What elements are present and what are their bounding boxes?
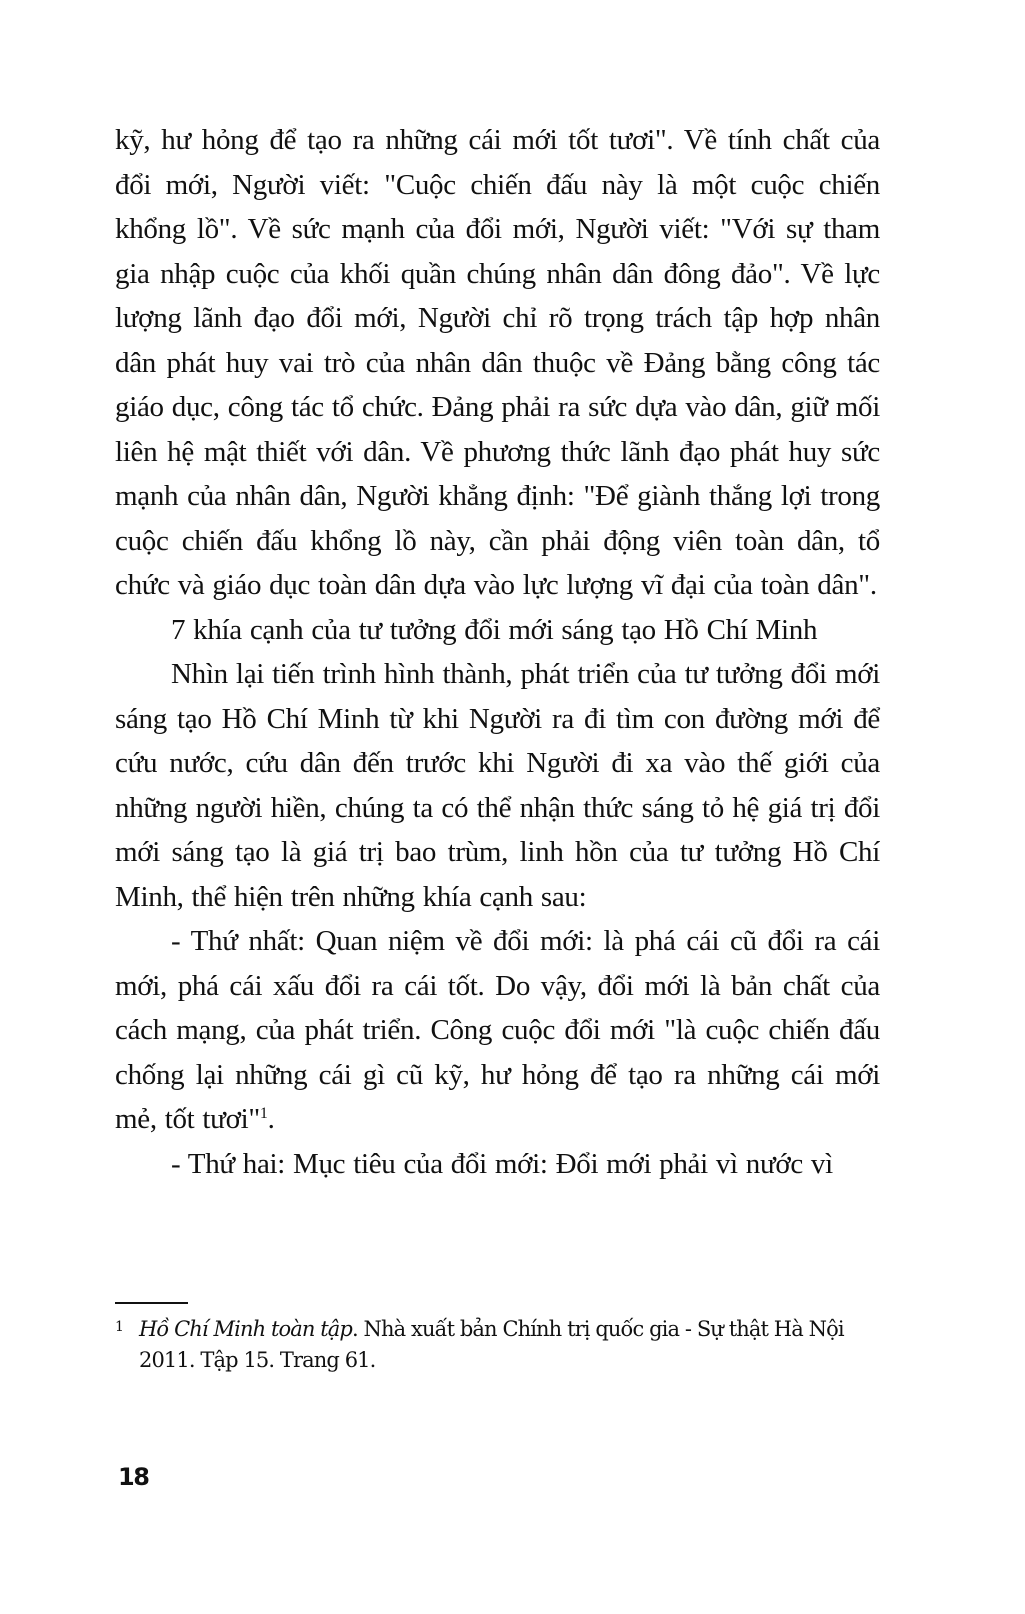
paragraph-end-punctuation: .: [267, 1103, 275, 1135]
paragraph-second-point: - Thứ hai: Mục tiêu của đổi mới: Đổi mới phải vì nước vì: [171, 1147, 833, 1180]
paragraph-text: - Thứ nhất: Quan niệm về đổi mới: là phá cái cũ đổi ra cái mới, phá cái xấu đổi ra cái tốt. Do vậy, đổi mới là bản chất của cách mạng, của phát triển. Công cuộc đổi mới "là cuộc chiến đấu chống lại những cái gì cũ kỹ, hư hỏng để tạo ra những cái mới mẻ, tốt tươi": [115, 925, 880, 1135]
footnote-reference[interactable]: 1: [259, 1105, 268, 1122]
footnote-separator: [115, 1302, 188, 1304]
footnote-number: 1: [115, 1319, 124, 1335]
paragraph: Nhìn lại tiến trình hình thành, phát triển của tư tưởng đổi mới sáng tạo Hồ Chí Minh từ khi Người ra đi tìm con đường mới để cứu nước, cứu dân đến trước khi Người đi xa vào thế giới của những người hiền, chúng ta có thể nhận thức sáng tỏ hệ giá trị đổi mới sáng tạo là giá trị bao trùm, linh hồn của tư tưởng Hồ Chí Minh, thể hiện trên những khía cạnh sau:: [115, 658, 880, 913]
footnote-source-title: Hồ Chí Minh toàn tập: [139, 1317, 352, 1341]
footnote: [115, 1314, 880, 1376]
page-number: 18: [118, 1463, 149, 1491]
paragraph: kỹ, hư hỏng để tạo ra những cái mới tốt tươi". Về tính chất của đổi mới, Người viết: "Cuộc chiến đấu này là một cuộc chiến khổng lồ". Về sức mạnh của đổi mới, Người viết: "Với sự tham gia nhập cuộc của khối quần chúng nhân dân đông đảo". Về lực lượng lãnh đạo đổi mới, Người chỉ rõ trọng trách tập hợp nhân dân phát huy vai trò của nhân dân thuộc về Đảng bằng công tác giáo dục, công tác tổ chức. Đảng phải ra sức dựa vào dân, giữ mối liên hệ mật thiết với dân. Về phương thức lãnh đạo phát huy sức mạnh của nhân dân, Người khẳng định: "Để giành thắng lợi trong cuộc chiến đấu khổng lồ này, cần phải động viên toàn dân, tổ chức và giáo dục toàn dân dựa vào lực lượng vĩ đại của toàn dân".: [115, 124, 880, 601]
section-heading: 7 khía cạnh của tư tưởng đổi mới sáng tạo Hồ Chí Minh: [171, 613, 818, 646]
paragraph-first-point: [115, 919, 880, 1142]
footnote-source-details: . Nhà xuất bản Chính trị quốc gia - Sự thật Hà Nội 2011. Tập 15. Trang 61.: [139, 1317, 844, 1372]
page-body: [115, 118, 880, 1186]
